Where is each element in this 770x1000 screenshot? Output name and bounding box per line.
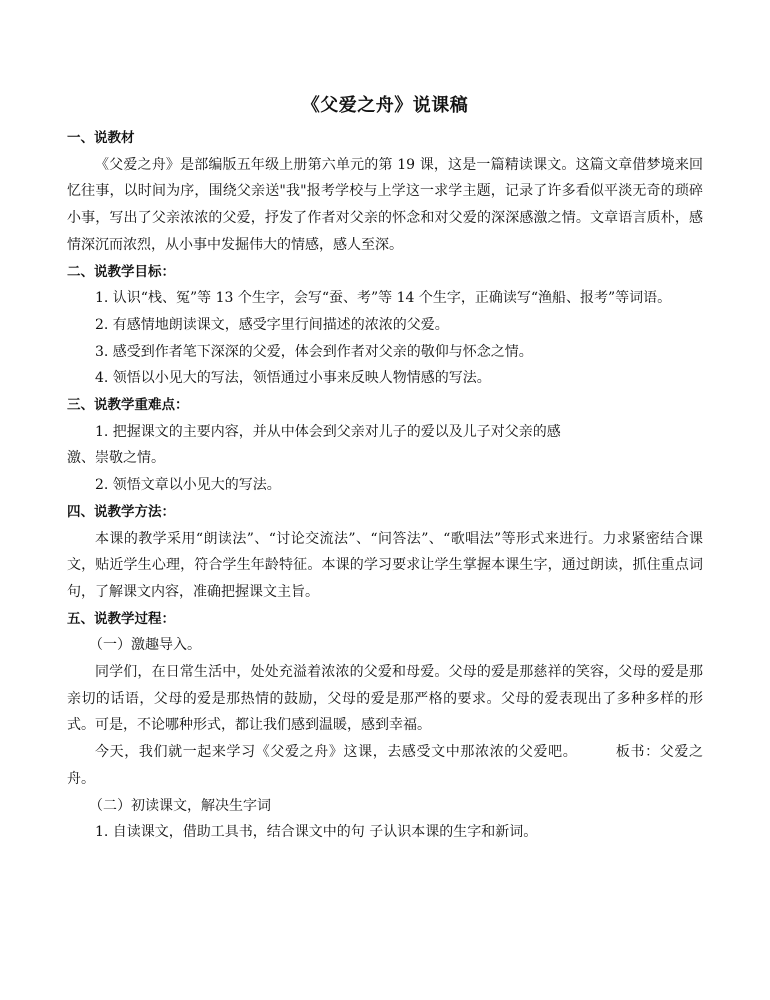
blackboard-note: 板书：父爱之舟。 [67, 744, 704, 787]
lesson-start-text: 今天，我们就一起来学习《父爱之舟》这课，去感受文中那浓浓的父爱吧。 [95, 744, 578, 761]
section-heading-teaching-process: 五、说教学过程： [67, 610, 175, 627]
subsection-heading-first-reading: （二）初读课文，解决生字词 [89, 797, 271, 814]
paragraph-teaching-material: 《父爱之舟》是部编版五年级上册第六单元的第 19 课，这是一篇精读课文。这篇文章借梦境来回忆往事，以时间为序，围绕父亲送"我"报考学校与上学这一求学主题，记录了许多看似平淡无奇的琐碎小事，写出了父亲浓浓的父爱，抒发了作者对父亲的怀念和对父爱的深深感激之情。文章语言质朴，感情深沉而浓烈，从小事中发掘伟大的情感，感人至深。 [67, 156, 703, 253]
goal-item-2: 2. 有感情地朗读课文，感受字里行间描述的浓浓的父爱。 [95, 316, 449, 333]
paragraph-intro: 同学们，在日常生活中，处处充溢着浓浓的父爱和母爱。父母的爱是那慈祥的笑容，父母的爱是那亲切的话语，父母的爱是那热情的鼓励，父母的爱是那严格的要求。父母的爱表现出了多种多样的形式。可是，不论哪种形式，都让我们感到温暖，感到幸福。 [67, 664, 703, 734]
subsection-heading-intro: （一）激趣导入。 [89, 637, 201, 654]
section-heading-teaching-methods: 四、说教学方法： [67, 503, 175, 520]
difficulty-item-1-line-1: 1. 把握课文的主要内容，并从中体会到父亲对儿子的爱以及儿子对父亲的感 [95, 423, 561, 440]
difficulty-item-2: 2. 领悟文章以小见大的写法。 [95, 477, 281, 494]
section-heading-teaching-material: 一、说教材 [67, 130, 135, 146]
page-title: 《父爱之舟》说课稿 [301, 95, 469, 116]
section-heading-key-difficulties: 三、说教学重难点： [67, 397, 189, 414]
difficulty-item-1-line-2: 激、崇敬之情。 [67, 450, 165, 467]
section-heading-teaching-goals: 二、说教学目标： [67, 263, 175, 280]
goal-item-3: 3. 感受到作者笔下深深的父爱，体会到作者对父亲的敬仰与怀念之情。 [95, 343, 533, 360]
goal-item-4: 4. 领悟以小见大的写法，领悟通过小事来反映人物情感的写法。 [95, 370, 491, 387]
document-body [67, 125, 703, 846]
first-reading-item-1: 1. 自读课文，借助工具书，结合课文中的句 子认识本课的生字和新词。 [95, 824, 538, 841]
paragraph-lesson-start [67, 739, 703, 792]
goal-item-1: 1. 认识“栈、冤”等 13 个生字，会写“蚕、考”等 14 个生字，正确读写“渔船、报考”等词语。 [95, 290, 672, 307]
paragraph-teaching-methods: 本课的教学采用“朗读法”、“讨论交流法”、“问答法”、“歌唱法”等形式来进行。力求紧密结合课文，贴近学生心理，符合学生年龄特征。本课的学习要求让学生掌握本课生字，通过朗读，抓住重点词句，了解课文内容，准确把握课文主旨。 [67, 530, 703, 600]
